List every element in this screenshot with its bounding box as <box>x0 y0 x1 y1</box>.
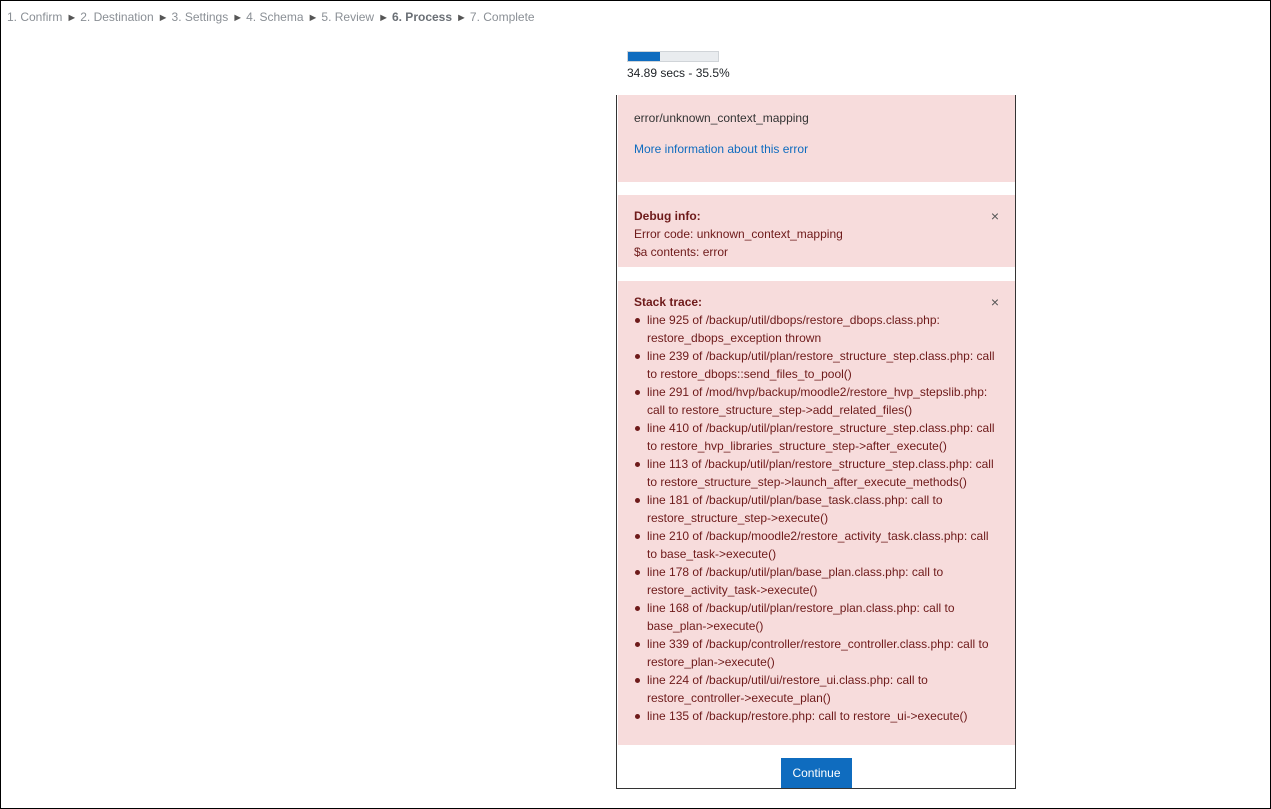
step-3: 3. Settings <box>171 10 229 24</box>
progress-fill <box>628 52 660 61</box>
error-panel <box>616 95 1016 789</box>
continue-button[interactable]: Continue <box>781 758 852 788</box>
step-4: 4. Schema <box>246 10 304 24</box>
debug-info-title: Debug info: <box>634 209 701 223</box>
debug-line: $a contents: error <box>634 245 729 259</box>
stack-trace-item: line 339 of /backup/controller/restore_controller.class.php: call to restore_plan->execute() <box>634 635 999 671</box>
step-separator-icon: ► <box>378 12 389 24</box>
stack-trace-item: line 291 of /mod/hvp/backup/moodle2/restore_hvp_stepslib.php: call to restore_structure_step->add_related_files() <box>634 383 999 419</box>
stack-trace-item: line 224 of /backup/util/ui/restore_ui.class.php: call to restore_controller->execute_plan() <box>634 671 999 707</box>
step-7: 7. Complete <box>469 10 535 24</box>
more-info-link[interactable]: More information about this error <box>634 142 809 156</box>
stack-trace-item: line 178 of /backup/util/plan/base_plan.class.php: call to restore_activity_task->execute() <box>634 563 999 599</box>
error-alert <box>618 95 1015 182</box>
stack-trace-item: line 210 of /backup/moodle2/restore_activity_task.class.php: call to base_task->execute() <box>634 527 999 563</box>
stack-trace-item: line 239 of /backup/util/plan/restore_structure_step.class.php: call to restore_dbops::send_files_to_pool() <box>634 347 999 383</box>
debug-info-alert <box>618 195 1015 267</box>
stack-trace-item: line 410 of /backup/util/plan/restore_structure_step.class.php: call to restore_hvp_libraries_structure_step->after_execute() <box>634 419 999 455</box>
step-6: 6. Process <box>391 10 453 24</box>
step-2: 2. Destination <box>80 10 154 24</box>
stack-trace-item: line 181 of /backup/util/plan/base_task.class.php: call to restore_structure_step->execute() <box>634 491 999 527</box>
stack-trace-title: Stack trace: <box>634 295 703 309</box>
restore-steps-breadcrumb <box>7 10 535 24</box>
stack-trace-alert <box>618 281 1015 745</box>
error-code: error/unknown_context_mapping <box>634 111 809 125</box>
close-icon[interactable]: × <box>990 208 999 224</box>
step-5: 5. Review <box>321 10 375 24</box>
progress-bar <box>627 51 719 62</box>
stack-trace-list <box>634 311 999 725</box>
step-separator-icon: ► <box>157 12 169 24</box>
step-separator-icon: ► <box>456 12 467 24</box>
stack-trace-item: line 113 of /backup/util/plan/restore_structure_step.class.php: call to restore_structure_step->launch_after_execute_methods() <box>634 455 999 491</box>
step-separator-icon: ► <box>307 12 319 24</box>
progress <box>627 51 730 80</box>
close-icon[interactable]: × <box>990 294 999 310</box>
progress-text: 34.89 secs - 35.5% <box>627 66 730 80</box>
step-separator-icon: ► <box>232 12 244 24</box>
stack-trace-item: line 135 of /backup/restore.php: call to restore_ui->execute() <box>634 707 999 725</box>
debug-line: Error code: unknown_context_mapping <box>634 227 843 241</box>
step-separator-icon: ► <box>66 12 78 24</box>
stack-trace-item: line 925 of /backup/util/dbops/restore_dbops.class.php: restore_dbops_exception thrown <box>634 311 999 347</box>
step-1: 1. Confirm <box>7 10 63 24</box>
stack-trace-item: line 168 of /backup/util/plan/restore_plan.class.php: call to base_plan->execute() <box>634 599 999 635</box>
